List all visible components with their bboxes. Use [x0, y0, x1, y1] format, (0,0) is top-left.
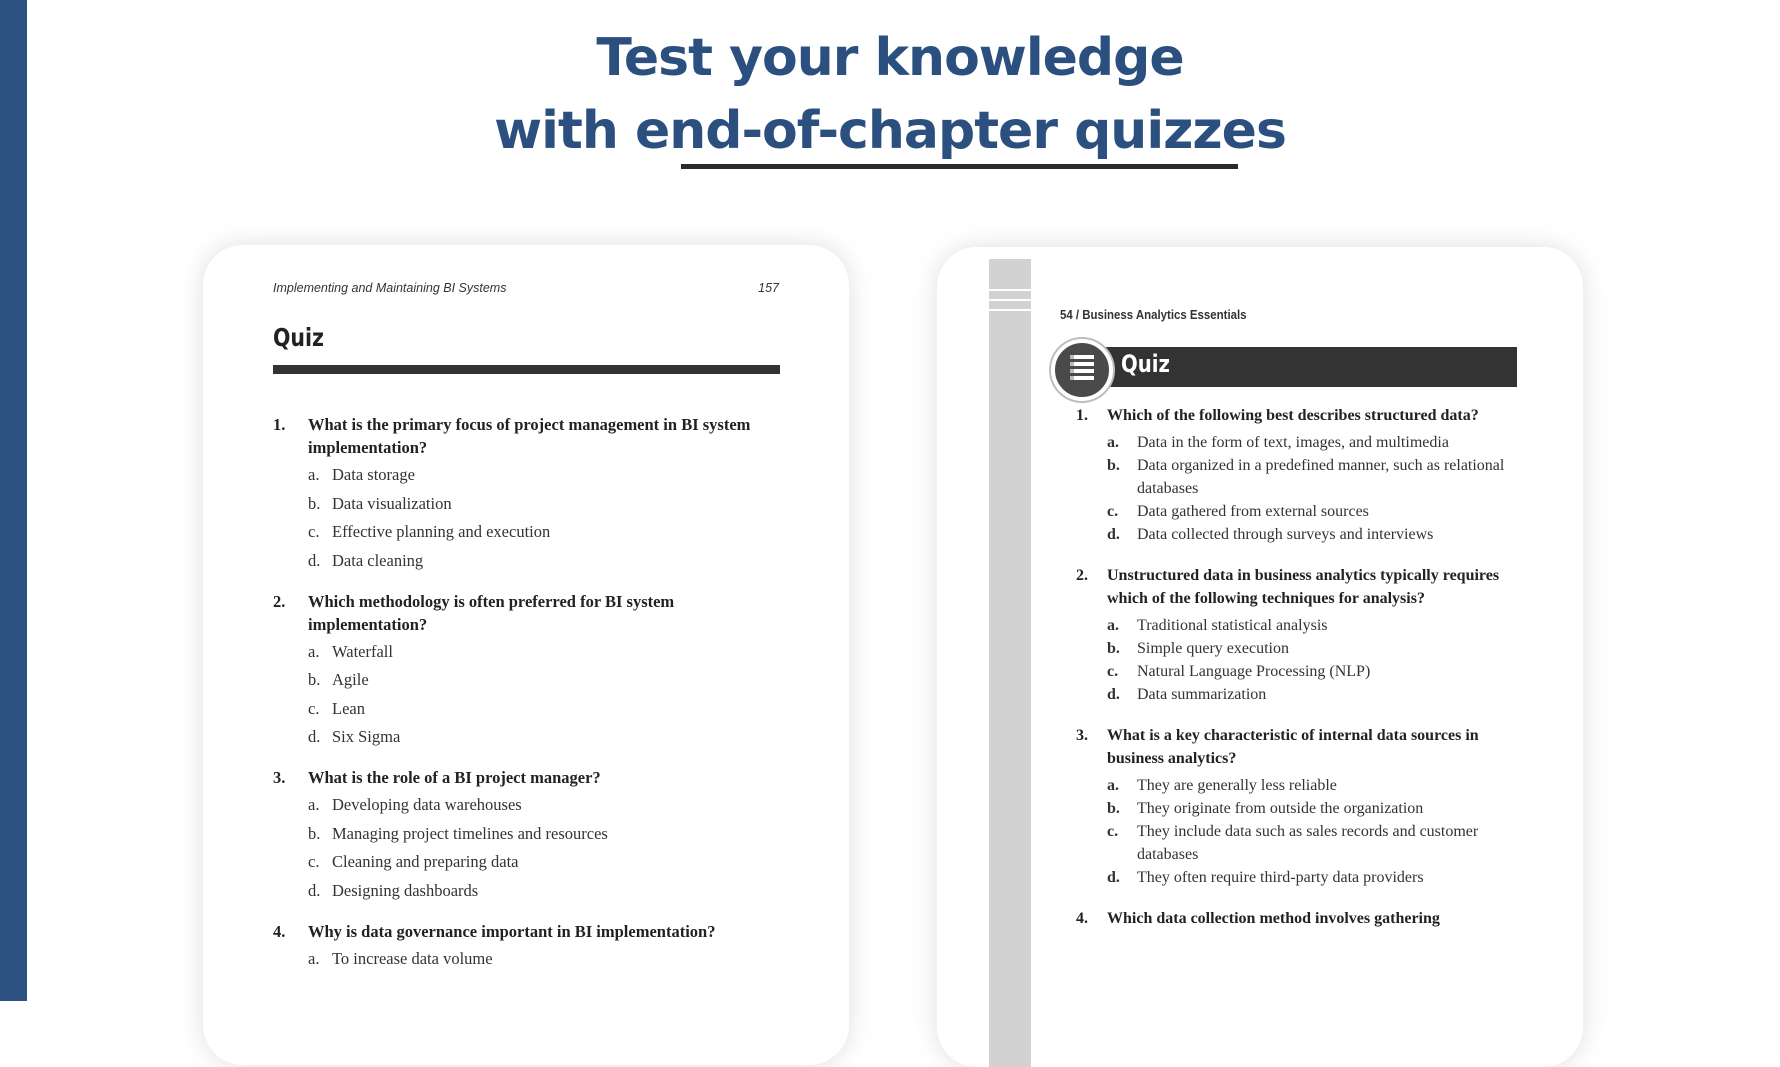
quiz-question [273, 766, 780, 902]
left-quiz-title: Quiz [273, 323, 324, 352]
option-text: Data cleaning [332, 550, 424, 570]
question-number: 4. [1076, 910, 1088, 927]
answer-options [308, 793, 780, 902]
answer-option [308, 640, 780, 663]
answer-option [1107, 637, 1517, 660]
side-band-line [989, 309, 1031, 311]
quiz-list-icon [1051, 339, 1113, 401]
option-text: Data summarization [1137, 686, 1267, 703]
option-letter: a. [308, 465, 320, 484]
right-quiz-title: Quiz [1121, 350, 1170, 378]
option-letter: a. [1107, 434, 1119, 451]
question-number: 4. [273, 921, 286, 941]
answer-options [308, 947, 780, 970]
answer-option [1107, 614, 1517, 637]
question-text: Which of the following best describes structured data? [1107, 407, 1479, 424]
question-text: What is a key characteristic of internal data sources in business analytics? [1107, 727, 1479, 767]
option-letter: a. [308, 795, 320, 814]
option-text: Data collected through surveys and interviews [1137, 526, 1434, 543]
answer-option [1107, 431, 1517, 454]
answer-option [308, 793, 780, 816]
question-number: 3. [273, 768, 286, 787]
question-text: Unstructured data in business analytics typically requires which of the following techniques for analysis? [1107, 567, 1500, 607]
option-text: Agile [332, 670, 369, 689]
answer-option [1107, 454, 1517, 500]
right-question-list [1076, 404, 1517, 948]
option-letter: b. [308, 493, 321, 513]
answer-option [308, 725, 780, 748]
option-letter: c. [1107, 823, 1119, 840]
option-text: They originate from outside the organization [1137, 800, 1424, 817]
answer-option [1107, 500, 1517, 523]
option-text: Simple query execution [1137, 640, 1289, 657]
option-text: Developing data warehouses [332, 795, 522, 814]
right-book-page [937, 247, 1583, 1067]
question-text: Why is data governance important in BI implementation? [308, 921, 716, 941]
option-text: Data organized in a predefined manner, such as relational databases [1137, 457, 1505, 497]
left-page-number: 157 [758, 281, 779, 295]
option-letter: a. [308, 641, 320, 661]
option-letter: d. [308, 550, 321, 570]
question-number: 1. [1076, 407, 1088, 424]
option-letter: c. [308, 522, 320, 541]
option-letter: c. [1107, 503, 1119, 520]
right-page-side-band [989, 259, 1031, 1067]
right-quiz-title-bar [1089, 347, 1517, 387]
side-band-line [989, 289, 1031, 291]
question-text: Which data collection method involves gathering [1107, 910, 1440, 927]
headline-line-2: with end-of-chapter quizzes [494, 101, 1286, 161]
option-text: Waterfall [332, 641, 393, 661]
quiz-question [1076, 404, 1517, 546]
answer-option [1107, 866, 1517, 889]
question-text: What is the role of a BI project manager? [308, 768, 601, 787]
option-letter: b. [308, 823, 321, 843]
question-number: 2. [273, 591, 286, 611]
answer-option [308, 850, 780, 873]
option-text: Natural Language Processing (NLP) [1137, 663, 1371, 680]
option-text: Cleaning and preparing data [332, 852, 519, 871]
answer-option [308, 879, 780, 902]
question-number: 3. [1076, 727, 1088, 744]
answer-option [1107, 797, 1517, 820]
side-band-line [989, 299, 1031, 301]
right-running-head: 54 / Business Analytics Essentials [1060, 307, 1247, 322]
option-text: Six Sigma [332, 727, 401, 746]
answer-option [1107, 683, 1517, 706]
option-text: They are generally less reliable [1137, 777, 1337, 794]
headline-underline [681, 164, 1238, 169]
answer-option [308, 492, 780, 515]
answer-option [308, 549, 780, 572]
answer-option [308, 668, 780, 691]
left-title-rule [273, 365, 780, 374]
answer-option [1107, 523, 1517, 546]
answer-options [308, 463, 780, 572]
answer-option [1107, 774, 1517, 797]
answer-option [308, 463, 780, 486]
quiz-question [1076, 907, 1517, 930]
option-text: Data gathered from external sources [1137, 503, 1369, 520]
answer-options [1107, 774, 1517, 889]
quiz-question [1076, 564, 1517, 706]
headline-line-1: Test your knowledge [596, 28, 1184, 88]
option-letter: a. [1107, 777, 1119, 794]
left-page-header [273, 281, 779, 295]
question-text: Which methodology is often preferred for BI system implementation? [308, 591, 675, 634]
option-text: Effective planning and execution [332, 522, 551, 541]
answer-option [308, 947, 780, 970]
answer-option [308, 697, 780, 720]
option-letter: b. [308, 670, 321, 689]
answer-option [308, 520, 780, 543]
option-letter: a. [308, 948, 320, 968]
option-text: They often require third-party data providers [1137, 869, 1424, 886]
question-number: 1. [273, 415, 286, 434]
option-text: Data visualization [332, 493, 452, 513]
left-question-list [273, 413, 780, 988]
option-letter: d. [308, 880, 321, 900]
headline [0, 22, 1780, 168]
answer-options [1107, 614, 1517, 706]
option-letter: d. [1107, 526, 1120, 543]
option-text: To increase data volume [332, 948, 493, 968]
option-text: They include data such as sales records and customer databases [1137, 823, 1479, 863]
option-letter: b. [1107, 640, 1120, 657]
option-letter: a. [1107, 617, 1119, 634]
option-letter: d. [308, 727, 321, 746]
left-book-page [203, 245, 849, 1065]
option-letter: b. [1107, 457, 1120, 474]
option-letter: d. [1107, 869, 1120, 886]
quiz-question [273, 920, 780, 970]
quiz-question [273, 413, 780, 572]
option-letter: c. [308, 852, 320, 871]
left-running-head: Implementing and Maintaining BI Systems [273, 281, 507, 295]
answer-option [1107, 820, 1517, 866]
option-text: Lean [332, 698, 365, 718]
answer-option [308, 822, 780, 845]
option-text: Traditional statistical analysis [1137, 617, 1328, 634]
option-text: Managing project timelines and resources [332, 823, 608, 843]
option-text: Data storage [332, 465, 415, 484]
question-number: 2. [1076, 567, 1088, 584]
option-text: Data in the form of text, images, and multimedia [1137, 434, 1449, 451]
question-text: What is the primary focus of project management in BI system implementation? [308, 415, 751, 457]
option-letter: b. [1107, 800, 1120, 817]
answer-options [308, 640, 780, 749]
option-text: Designing dashboards [332, 880, 479, 900]
answer-option [1107, 660, 1517, 683]
quiz-question [1076, 724, 1517, 889]
option-letter: d. [1107, 686, 1120, 703]
answer-options [1107, 431, 1517, 546]
option-letter: c. [308, 698, 320, 718]
quiz-question [273, 590, 780, 749]
option-letter: c. [1107, 663, 1119, 680]
